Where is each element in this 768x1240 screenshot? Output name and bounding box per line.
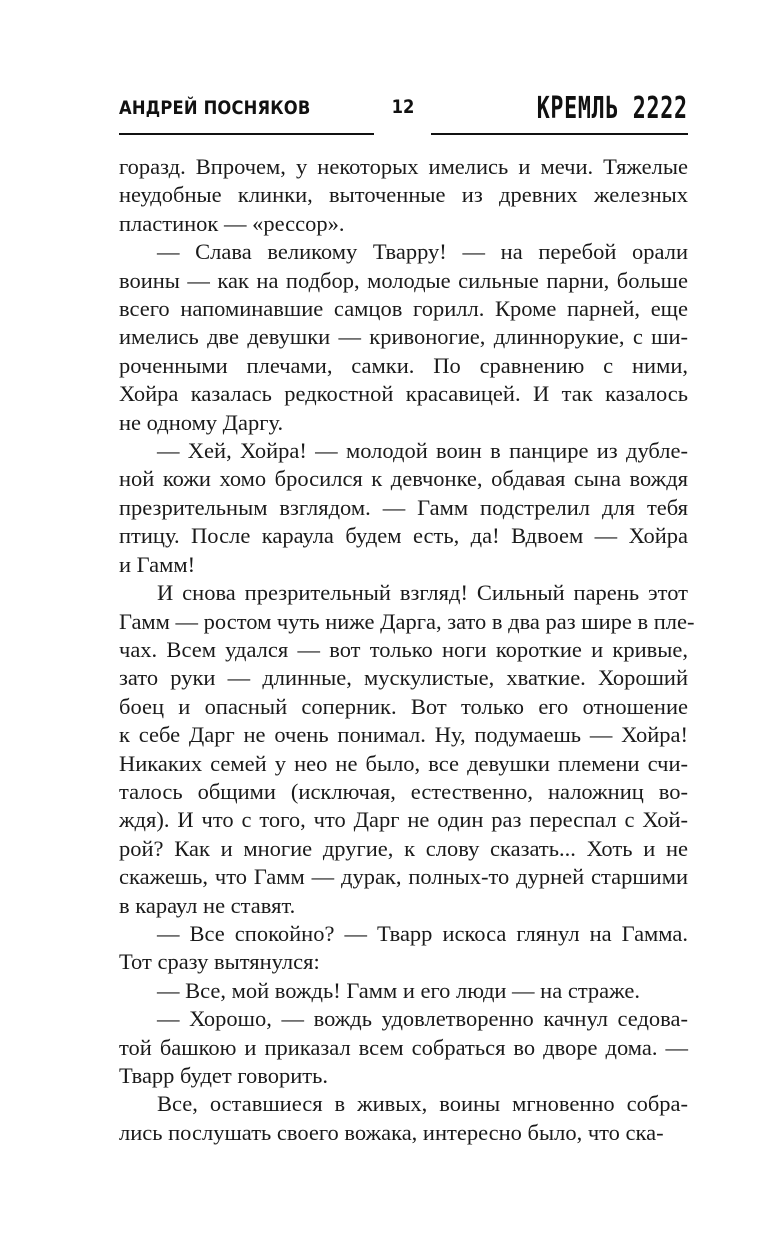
header-rule-right	[431, 133, 688, 135]
text-line: чах. Всем удался — вот только ноги короткие и кривые,	[119, 636, 688, 662]
author-name: АНДРЕЙ ПОСНЯКОВ	[119, 97, 311, 119]
text-line: Тварр будет говорить.	[119, 1063, 329, 1088]
text-line: скажешь, что Гамм — дурак, полных-то дурней старшими	[119, 864, 688, 890]
paragraph	[119, 579, 695, 920]
text-line: всего напоминавшие самцов горилл. Кроме парней, еще	[119, 296, 688, 322]
text-line: Никаких семей у нео не было, все девушки племени счи-	[119, 750, 688, 776]
text-line: той башкою и приказал всем собраться во дворе дома. —	[119, 1034, 688, 1060]
text-line: зато руки — длинные, мускулистые, хваткие. Хороший	[119, 665, 688, 691]
text-line: имелись две девушки — кривоногие, длиннорукие, с ши-	[119, 324, 688, 350]
text-line: Все, оставшиеся в живых, воины мгновенно собра-	[157, 1091, 688, 1117]
text-line: Тот сразу вытянулся:	[119, 949, 320, 975]
text-line: ной кожи хомо бросился к девчонке, обдавая сына вождя	[119, 466, 688, 492]
text-line: Хойра казалась редкостной красавицей. И так казалось	[119, 381, 688, 407]
text-line: лись послушать своего вожака, интересно было, что ска-	[119, 1119, 664, 1145]
text-line: боец и опасный соперник. Вот только его отношение	[119, 693, 688, 719]
paragraph	[119, 1090, 688, 1147]
paragraph	[119, 1005, 688, 1090]
text-line: — Хорошо, — вождь удовлетворенно качнул седова-	[157, 1006, 688, 1032]
paragraph	[119, 437, 688, 579]
page-number: 12	[391, 96, 415, 118]
text-line: не одному Даргу.	[119, 409, 284, 435]
text-line: ждя). И что с того, что Дарг не один раз переспал с Хой-	[119, 807, 688, 833]
paragraph	[119, 153, 688, 238]
text-line: роченными плечами, самки. По сравнению с ними,	[119, 352, 688, 378]
text-line: И снова презрительный взгляд! Сильный парень этот	[157, 580, 688, 606]
paragraph	[119, 920, 688, 977]
text-line: — Все спокойно? — Тварр искоса глянул на Гамма.	[157, 920, 688, 946]
text-line: — Хей, Хойра! — молодой воин в панцире из дубле-	[157, 438, 688, 464]
paragraph	[119, 977, 688, 1005]
text-line: воины — как на подбор, молодые сильные парни, больше	[119, 267, 688, 293]
text-line: талось общими (исключая, естественно, наложниц во-	[119, 778, 688, 804]
text-line: презрительным взглядом. — Гамм подстрелил для тебя	[119, 494, 688, 520]
paragraph	[119, 238, 688, 437]
running-header	[0, 0, 768, 140]
text-line: в караул не ставят.	[119, 892, 296, 918]
text-line: неудобные клинки, выточенные из древних железных	[119, 182, 688, 208]
text-line: горазд. Впрочем, у некоторых имелись и мечи. Тяжелые	[119, 154, 688, 179]
header-rule-left	[119, 133, 374, 135]
body-text	[119, 153, 695, 1147]
text-line: и Гамм!	[119, 551, 196, 577]
text-line: — Слава великому Тварру! — на перебой орали	[157, 239, 688, 265]
text-line: к себе Дарг не очень понимал. Ну, подумаешь — Хойра!	[119, 722, 688, 748]
book-title: КРЕМЛЬ 2222	[537, 91, 688, 126]
text-line: рой? Как и многие другие, к слову сказать... Хоть и не	[119, 835, 688, 861]
text-line: птицу. После караула будем есть, да! Вдвоем — Хойра	[119, 523, 688, 549]
text-line: пластинок — «рессор».	[119, 210, 345, 236]
text-line: Гамм — ростом чуть ниже Дарга, зато в два раз шире в пле-	[119, 608, 695, 634]
text-line: — Все, мой вождь! Гамм и его люди — на страже.	[157, 977, 641, 1003]
